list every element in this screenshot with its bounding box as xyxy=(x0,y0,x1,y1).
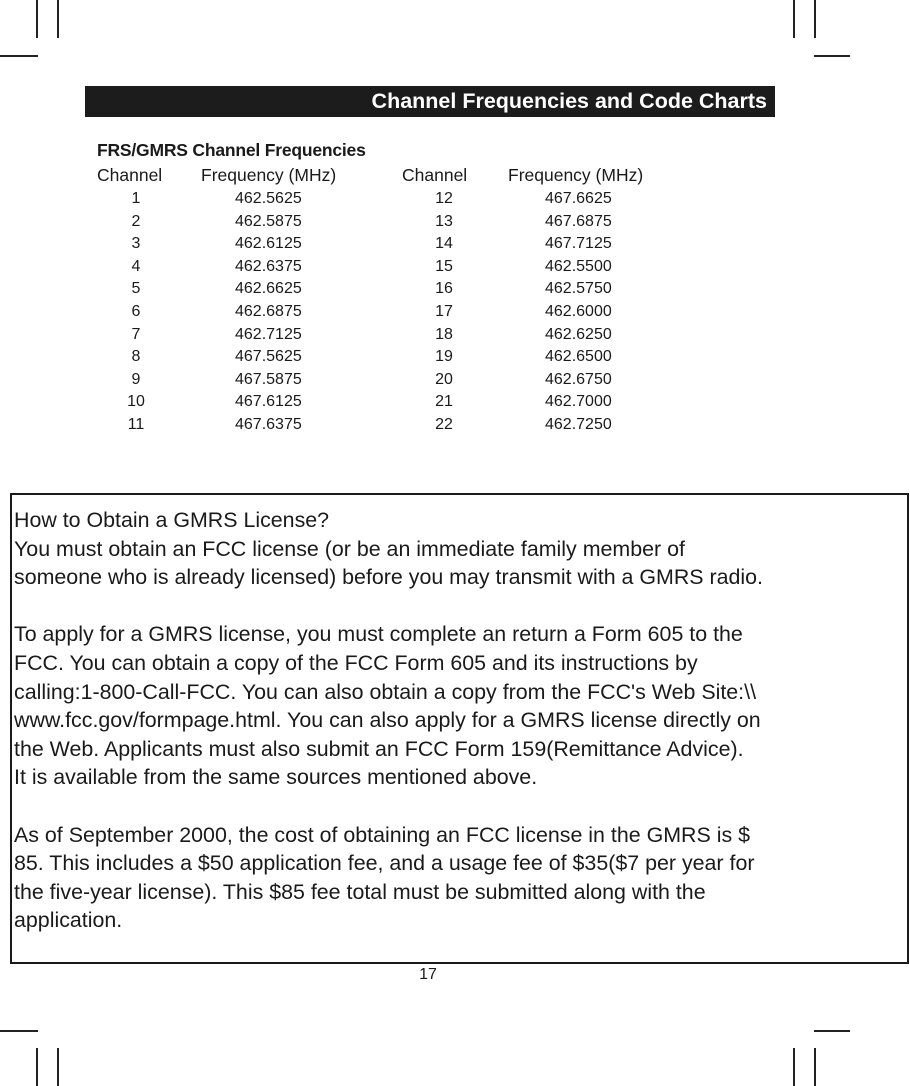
channel-frequency: 462.6625 xyxy=(235,280,302,298)
license-text-line: www.fcc.gov/formpage.html. You can also apply for a GMRS license directly on xyxy=(14,708,761,733)
license-info-text xyxy=(14,506,907,935)
channel-frequency: 467.6625 xyxy=(545,190,612,207)
channel-frequency: 462.6500 xyxy=(545,348,612,366)
license-info-box xyxy=(10,493,909,964)
channel-number: 9 xyxy=(131,370,141,388)
channel-frequency: 467.5875 xyxy=(235,370,302,388)
channel-number: 10 xyxy=(127,393,145,411)
channel-frequency: 462.7000 xyxy=(545,393,612,411)
channel-number: 15 xyxy=(435,257,453,275)
license-text-line: 85. This includes a $50 application fee, and a usage fee of $35($7 per year for xyxy=(14,851,755,876)
channel-frequency: 462.7250 xyxy=(545,416,612,433)
crop-mark xyxy=(814,0,816,38)
channel-number: 3 xyxy=(131,235,141,253)
crop-mark xyxy=(57,1048,59,1086)
channel-number: 7 xyxy=(131,325,141,343)
column-header-channel-left: Channel xyxy=(97,165,163,185)
channel-number: 14 xyxy=(435,235,453,253)
license-text-line: You must obtain an FCC license (or be an immediate family member of xyxy=(14,536,685,561)
channel-frequency: 462.5875 xyxy=(235,212,302,230)
license-text-line: It is available from the same sources mentioned above. xyxy=(14,765,538,790)
crop-mark xyxy=(0,1030,38,1032)
license-paragraph xyxy=(14,506,907,592)
channel-frequency: 462.7125 xyxy=(235,325,302,343)
crop-mark xyxy=(814,1030,850,1032)
column-header-channel-right: Channel xyxy=(402,165,468,185)
channel-number: 11 xyxy=(127,416,145,433)
channel-number: 18 xyxy=(435,325,453,343)
channel-number: 1 xyxy=(131,190,141,207)
channel-frequency: 462.5500 xyxy=(545,257,612,275)
channel-frequency: 462.6875 xyxy=(235,303,302,320)
channel-number: 21 xyxy=(435,393,453,411)
channel-frequency: 467.7125 xyxy=(545,235,612,253)
license-text-line: To apply for a GMRS license, you must complete an return a Form 605 to the xyxy=(14,622,743,647)
channel-number: 22 xyxy=(435,416,453,433)
channel-frequency: 462.6375 xyxy=(235,257,302,275)
license-text-line: someone who is already licensed) before you may transmit with a GMRS radio. xyxy=(14,565,763,590)
crop-mark xyxy=(57,0,59,38)
license-text-line: the five-year license). This $85 fee total must be submitted along with the xyxy=(14,879,706,904)
crop-mark xyxy=(814,55,850,57)
column-header-frequency-right: Frequency (MHz) xyxy=(508,165,644,185)
license-text-line: calling:1-800-Call-FCC. You can also obtain a copy from the FCC's Web Site:\\ xyxy=(14,679,757,704)
channel-number: 13 xyxy=(435,212,453,230)
crop-mark xyxy=(36,1048,38,1086)
channel-frequency: 462.6125 xyxy=(235,235,302,253)
channel-number: 17 xyxy=(435,303,453,320)
channel-number: 2 xyxy=(131,212,141,230)
channel-number: 20 xyxy=(435,370,453,388)
channel-number: 4 xyxy=(131,257,141,275)
channel-number: 6 xyxy=(131,303,141,320)
channel-frequency: 462.6250 xyxy=(545,325,612,343)
channel-number: 5 xyxy=(131,280,141,298)
crop-mark xyxy=(0,55,38,57)
channel-number: 19 xyxy=(435,348,453,366)
channel-frequency: 462.5625 xyxy=(235,190,302,207)
crop-mark xyxy=(793,0,795,38)
license-paragraph xyxy=(14,821,907,935)
channel-frequency: 462.6000 xyxy=(545,303,612,320)
crop-mark xyxy=(36,0,38,38)
license-text-line: FCC. You can obtain a copy of the FCC Form 605 and its instructions by xyxy=(14,650,698,675)
license-text-line: application. xyxy=(14,908,123,933)
channel-frequency: 467.6875 xyxy=(545,212,612,230)
channel-frequency: 467.6375 xyxy=(235,416,302,433)
license-heading: How to Obtain a GMRS License? xyxy=(14,508,330,532)
channel-frequency: 462.5750 xyxy=(545,280,612,298)
page-title: Channel Frequencies and Code Charts xyxy=(85,86,775,117)
channel-frequency: 467.6125 xyxy=(235,393,302,411)
crop-mark xyxy=(814,1048,816,1086)
channel-number: 8 xyxy=(131,348,141,366)
page-number: 17 xyxy=(419,966,437,983)
license-text-line: As of September 2000, the cost of obtaining an FCC license in the GMRS is $ xyxy=(14,822,750,847)
channel-number: 16 xyxy=(435,280,453,298)
channel-frequency: 462.6750 xyxy=(545,370,612,388)
column-header-frequency-left: Frequency (MHz) xyxy=(201,165,337,185)
license-text-line: the Web. Applicants must also submit an FCC Form 159(Remittance Advice). xyxy=(14,736,744,761)
license-paragraph xyxy=(14,620,907,792)
crop-mark xyxy=(793,1048,795,1086)
channel-number: 12 xyxy=(435,190,453,207)
channel-frequency: 467.5625 xyxy=(235,348,302,366)
frequency-table-title: FRS/GMRS Channel Frequencies xyxy=(97,140,366,160)
